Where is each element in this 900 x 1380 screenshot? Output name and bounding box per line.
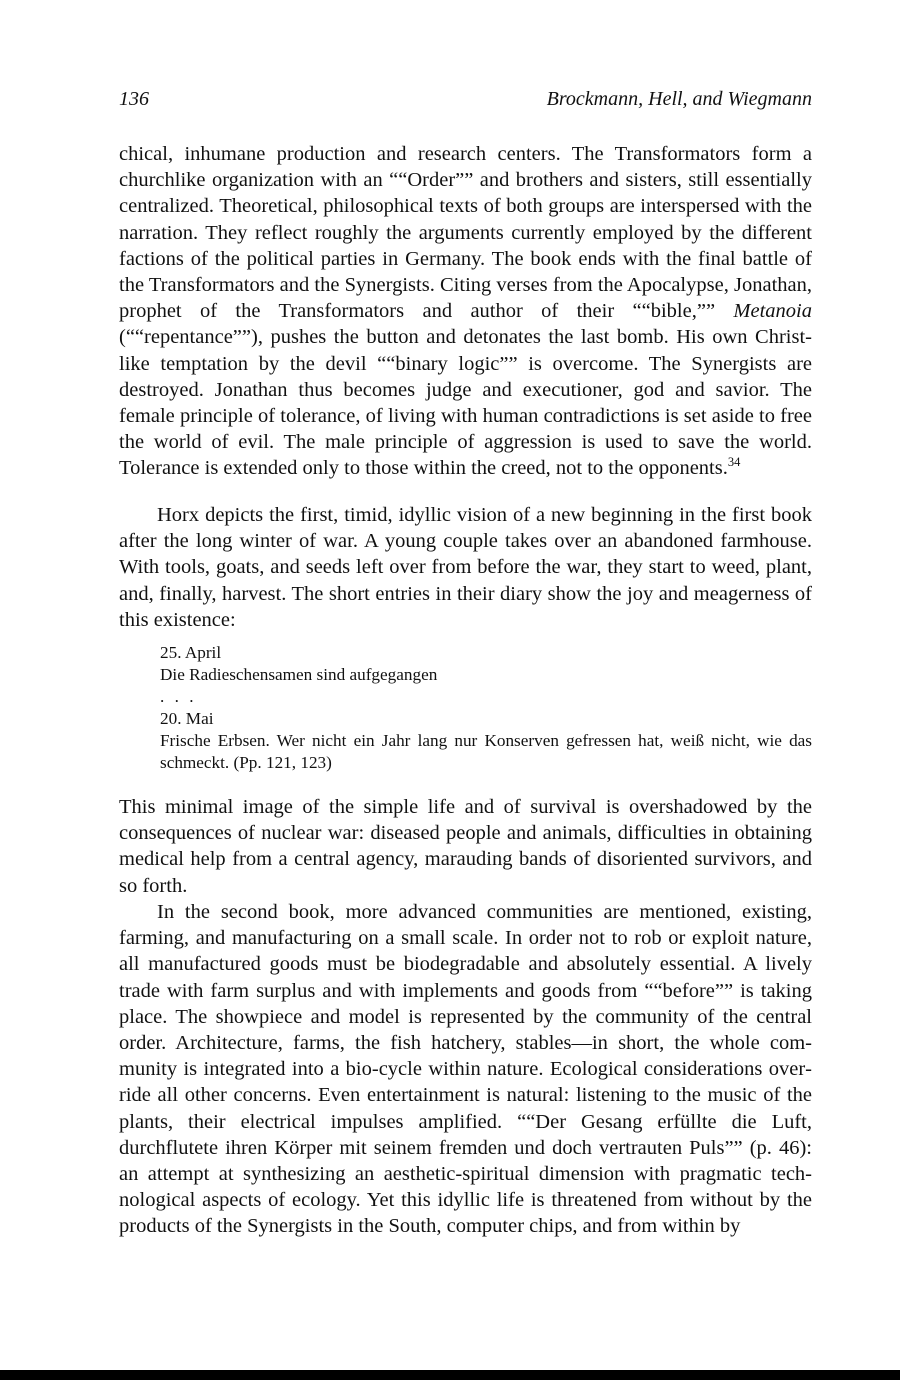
paragraph-1-text-b: (““repentance””), pushes the button and detonates the last bomb. His own Christ-like temptation by the devil ““binary logic”” is overcome. The Synergists are destroyed. Jonathan thus becomes judge and executioner, god and savior. The female principle of tolerance, of living with human contradictions is set aside to free the world of evil. The male principle of aggression is used to save the world. Tolerance is extended only to those within the creed, not to the opponents. bbox=[119, 326, 812, 480]
diary-date-1: 25. April bbox=[160, 643, 222, 662]
diary-date-2: 20. Mai bbox=[160, 709, 214, 728]
page-number: 136 bbox=[119, 88, 149, 110]
diary-ellipsis: . . . bbox=[160, 687, 197, 706]
body-paragraph-1 bbox=[119, 141, 812, 482]
paragraph-1-text-a: chical, inhumane production and research centers. The Transformators form a churchlike organization with an ““Order”” and brothers and sisters, still essentially centralized. Theoretical, philosophical texts of both groups are interspersed with the narration. They reflect roughly the arguments currently employed by the different factions of the political parties in Germany. The book ends with the final battle of the Transformators and the Synergists. Citing verses from the Apocalypse, Jonathan, prophet of the Transformators and author of their ““bible,”” bbox=[119, 143, 812, 323]
running-header bbox=[119, 88, 812, 111]
book-title-metanoia: Metanoia bbox=[733, 300, 812, 323]
diary-entry-1: Die Radieschensamen sind aufgegangen bbox=[160, 665, 438, 684]
body-paragraph-3: This minimal image of the simple life and of survival is overshadowed by the consequences of nuclear war: diseased people and animals, difficulties in obtaining medical help from a central agency, marauding bands of disoriented survivors, and so forth. bbox=[119, 796, 812, 897]
diary-block-quote bbox=[160, 642, 812, 774]
diary-entry-2: Frische Erbsen. Wer nicht ein Jahr lang nur Konserven gefressen hat, weiß nicht, wie das schmeckt. (Pp. 121, 123) bbox=[160, 731, 812, 772]
scan-bottom-edge bbox=[0, 1370, 900, 1380]
body-paragraph-4: In the second book, more advanced communities are mentioned, existing, farming, and manufacturing on a small scale. In order not to rob or exploit nature, all manufactured goods must be biodegradable and absolutely essential. A lively trade with farm surplus and with implements and goods from ““before”” is taking place. The showpiece and model is represented by the community of the central order. Architecture, farms, the fish hatchery, stables—in short, the whole community is integrated into a bio-cycle within nature. Ecological considerations override all other concerns. Even entertainment is natural: listening to the music of the plants, their electrical impulses amplified. ““Der Gesang erfüllte die Luft, durchflutete ihren Körper mit seinem fremden und doch vertrauten Puls”” (p. 46): an attempt at synthesizing an aesthetic-spiritual dimension with pragmatic technological aspects of ecology. Yet this idyllic life is threatened from without by the products of the Synergists in the South, computer chips, and from within by bbox=[119, 901, 812, 1238]
footnote-marker: 34 bbox=[727, 455, 741, 470]
running-head-authors: Brockmann, Hell, and Wiegmann bbox=[546, 88, 812, 110]
body-paragraph-2: Horx depicts the first, timid, idyllic vision of a new beginning in the first book after the long winter of war. A young couple takes over an abandoned farmhouse. With tools, goats, and seeds left over from before the war, they start to weed, plant, and, finally, harvest. The short entries in their diary show the joy and meagerness of this existence: bbox=[119, 504, 812, 631]
